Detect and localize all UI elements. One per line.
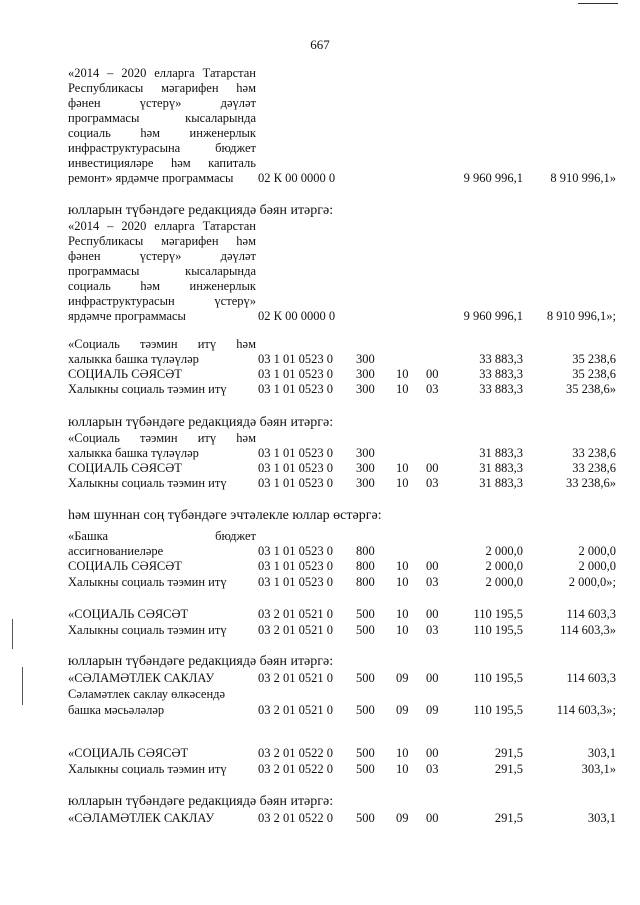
row-label: Халыкны социаль тәэмин итү bbox=[68, 762, 227, 776]
text-line: ремонт» ярдәмче программасы bbox=[68, 171, 234, 185]
text-line: «Башка бюджет bbox=[68, 529, 256, 543]
budget-code: 03 1 01 0523 0 bbox=[258, 544, 333, 558]
text-line: «Социаль тәэмин итү һәм bbox=[68, 337, 256, 351]
amount-year-1: 31 883,3 bbox=[479, 446, 523, 460]
amount-year-2: 33 238,6» bbox=[566, 476, 616, 490]
text-line: программасы кысаларында bbox=[68, 111, 256, 125]
instruction-heading: юлларын түбәндәге редакциядә бәян итәргә: bbox=[68, 654, 334, 669]
amount-year-2: 35 238,6» bbox=[566, 382, 616, 396]
amount-year-2: 33 238,6 bbox=[572, 461, 616, 475]
amount-year-2: 2 000,0»; bbox=[568, 575, 616, 589]
amount-year-1: 31 883,3 bbox=[479, 461, 523, 475]
amount-year-2: 303,1 bbox=[587, 811, 616, 825]
text-line: «2014 – 2020 елларга Татарстан bbox=[68, 66, 256, 80]
amount-year-1: 33 883,3 bbox=[479, 352, 523, 366]
top-edge-rule bbox=[578, 3, 618, 4]
row-label: халыкка башка түләүләр bbox=[68, 446, 199, 460]
row-label: СОЦИАЛЬ СӘЯСӘТ bbox=[68, 461, 182, 475]
table-row-label bbox=[68, 529, 256, 544]
section-code: 10 bbox=[396, 575, 409, 589]
subsection-code: 00 bbox=[426, 559, 439, 573]
expense-type: 500 bbox=[356, 762, 375, 776]
expense-type: 800 bbox=[356, 575, 375, 589]
text-line: инфраструктурасын үстерү» bbox=[68, 294, 256, 308]
amount-year-1: 9 960 996,1 bbox=[463, 171, 523, 185]
row-label: Халыкны социаль тәэмин итү bbox=[68, 623, 227, 637]
amount-year-2: 8 910 996,1» bbox=[550, 171, 616, 185]
instruction-heading: юлларын түбәндәге редакциядә бәян итәргә: bbox=[68, 794, 334, 809]
instruction-heading: юлларын түбәндәге редакциядә бәян итәргә: bbox=[68, 415, 334, 430]
amount-year-1: 291,5 bbox=[494, 746, 523, 760]
subsection-code: 00 bbox=[426, 367, 439, 381]
expense-type: 500 bbox=[356, 623, 375, 637]
amount-year-2: 114 603,3 bbox=[566, 607, 616, 621]
subsection-code: 03 bbox=[426, 762, 439, 776]
section-code: 10 bbox=[396, 746, 409, 760]
row-label: «СОЦИАЛЬ СӘЯСӘТ bbox=[68, 607, 189, 621]
text-line: «Социаль тәэмин итү һәм bbox=[68, 431, 256, 445]
amount-year-1: 291,5 bbox=[494, 762, 523, 776]
budget-code: 02 К 00 0000 0 bbox=[258, 309, 336, 323]
text-line: «2014 – 2020 елларга Татарстан bbox=[68, 219, 256, 233]
amount-year-2: 303,1» bbox=[581, 762, 616, 776]
amount-year-2: 303,1 bbox=[587, 746, 616, 760]
subsection-code: 00 bbox=[426, 811, 439, 825]
text-line: Республикасы мәгарифен һәм bbox=[68, 234, 256, 248]
section-code: 10 bbox=[396, 559, 409, 573]
amount-year-1: 2 000,0 bbox=[485, 575, 523, 589]
amount-year-2: 8 910 996,1»; bbox=[546, 309, 616, 323]
text-line: фәнен үстерү» дәүләт bbox=[68, 249, 256, 263]
section-code: 09 bbox=[396, 703, 409, 717]
expense-type: 300 bbox=[356, 446, 375, 460]
row-label: Халыкны социаль тәэмин итү bbox=[68, 476, 227, 490]
subsection-code: 00 bbox=[426, 461, 439, 475]
row-label: ассигнованиеләре bbox=[68, 544, 164, 558]
amount-year-1: 110 195,5 bbox=[473, 623, 523, 637]
program-description-new bbox=[68, 219, 256, 324]
budget-code: 03 1 01 0523 0 bbox=[258, 446, 333, 460]
text-line: социаль һәм инженерлык bbox=[68, 279, 256, 293]
budget-code: 03 2 01 0522 0 bbox=[258, 762, 333, 776]
budget-code: 03 2 01 0521 0 bbox=[258, 703, 333, 717]
amount-year-1: 33 883,3 bbox=[479, 367, 523, 381]
section-code: 09 bbox=[396, 671, 409, 685]
expense-type: 500 bbox=[356, 811, 375, 825]
amount-year-2: 2 000,0 bbox=[578, 559, 616, 573]
expense-type: 500 bbox=[356, 607, 375, 621]
budget-code: 03 1 01 0523 0 bbox=[258, 575, 333, 589]
amount-year-1: 110 195,5 bbox=[473, 607, 523, 621]
subsection-code: 00 bbox=[426, 607, 439, 621]
amount-year-2: 35 238,6 bbox=[572, 352, 616, 366]
subsection-code: 03 bbox=[426, 476, 439, 490]
amount-year-1: 2 000,0 bbox=[485, 559, 523, 573]
subsection-code: 03 bbox=[426, 623, 439, 637]
amount-year-2: 33 238,6 bbox=[572, 446, 616, 460]
row-label: халыкка башка түләүләр bbox=[68, 352, 199, 366]
expense-type: 500 bbox=[356, 671, 375, 685]
amount-year-1: 9 960 996,1 bbox=[463, 309, 523, 323]
budget-code: 03 2 01 0521 0 bbox=[258, 607, 333, 621]
section-code: 10 bbox=[396, 623, 409, 637]
subsection-code: 09 bbox=[426, 703, 439, 717]
instruction-heading: һәм шуннан соң түбәндәге эчтәлекле юллар өстәргә: bbox=[68, 508, 382, 523]
table-row-label bbox=[68, 431, 256, 446]
amount-year-2: 114 603,3»; bbox=[556, 703, 616, 717]
row-label: «СОЦИАЛЬ СӘЯСӘТ bbox=[68, 746, 189, 760]
section-code: 09 bbox=[396, 811, 409, 825]
amount-year-1: 110 195,5 bbox=[473, 671, 523, 685]
section-code: 10 bbox=[396, 382, 409, 396]
amount-year-2: 35 238,6 bbox=[572, 367, 616, 381]
budget-code: 03 2 01 0521 0 bbox=[258, 623, 333, 637]
program-description-old bbox=[68, 66, 256, 186]
row-label: Сәламәтлек саклау өлкәсендә bbox=[68, 687, 226, 701]
section-code: 10 bbox=[396, 476, 409, 490]
text-line: ярдәмче программасы bbox=[68, 309, 186, 323]
subsection-code: 03 bbox=[426, 575, 439, 589]
row-label: СОЦИАЛЬ СӘЯСӘТ bbox=[68, 367, 182, 381]
section-code: 10 bbox=[396, 762, 409, 776]
budget-code: 03 1 01 0523 0 bbox=[258, 352, 333, 366]
expense-type: 800 bbox=[356, 559, 375, 573]
text-line: социаль һәм инженерлык bbox=[68, 126, 256, 140]
row-label: башка мәсьәләләр bbox=[68, 703, 165, 717]
text-line: Республикасы мәгарифен һәм bbox=[68, 81, 256, 95]
amount-year-2: 114 603,3 bbox=[566, 671, 616, 685]
row-label: «СӘЛАМӘТЛЕК САКЛАУ bbox=[68, 671, 215, 685]
expense-type: 300 bbox=[356, 367, 375, 381]
expense-type: 300 bbox=[356, 352, 375, 366]
row-label: «СӘЛАМӘТЛЕК САКЛАУ bbox=[68, 811, 215, 825]
amount-year-1: 33 883,3 bbox=[479, 382, 523, 396]
amount-year-2: 2 000,0 bbox=[578, 544, 616, 558]
text-line: инфраструктурасына бюджет bbox=[68, 141, 256, 155]
amount-year-1: 31 883,3 bbox=[479, 476, 523, 490]
budget-code: 03 1 01 0523 0 bbox=[258, 382, 333, 396]
expense-type: 300 bbox=[356, 476, 375, 490]
margin-mark bbox=[12, 619, 13, 649]
amount-year-1: 110 195,5 bbox=[473, 703, 523, 717]
section-code: 10 bbox=[396, 607, 409, 621]
expense-type: 800 bbox=[356, 544, 375, 558]
subsection-code: 00 bbox=[426, 671, 439, 685]
expense-type: 300 bbox=[356, 461, 375, 475]
budget-code: 03 1 01 0523 0 bbox=[258, 461, 333, 475]
budget-code: 02 К 00 0000 0 bbox=[258, 171, 336, 185]
budget-code: 03 1 01 0523 0 bbox=[258, 476, 333, 490]
amount-year-1: 291,5 bbox=[494, 811, 523, 825]
section-code: 10 bbox=[396, 367, 409, 381]
budget-code: 03 1 01 0523 0 bbox=[258, 367, 333, 381]
subsection-code: 03 bbox=[426, 382, 439, 396]
text-line: программасы кысаларында bbox=[68, 264, 256, 278]
row-label: СОЦИАЛЬ СӘЯСӘТ bbox=[68, 559, 182, 573]
expense-type: 300 bbox=[356, 382, 375, 396]
budget-code: 03 1 01 0523 0 bbox=[258, 559, 333, 573]
text-line: инвестицияләре һәм капиталь bbox=[68, 156, 256, 170]
budget-code: 03 2 01 0521 0 bbox=[258, 671, 333, 685]
table-row-label bbox=[68, 337, 256, 352]
budget-code: 03 2 01 0522 0 bbox=[258, 811, 333, 825]
subsection-code: 00 bbox=[426, 746, 439, 760]
row-label: Халыкны социаль тәэмин итү bbox=[68, 382, 227, 396]
amount-year-2: 114 603,3» bbox=[560, 623, 616, 637]
row-label: Халыкны социаль тәэмин итү bbox=[68, 575, 227, 589]
section-code: 10 bbox=[396, 461, 409, 475]
instruction-heading: юлларын түбәндәге редакциядә бәян итәргә: bbox=[68, 203, 334, 218]
expense-type: 500 bbox=[356, 703, 375, 717]
text-line: фәнен үстерү» дәүләт bbox=[68, 96, 256, 110]
expense-type: 500 bbox=[356, 746, 375, 760]
budget-code: 03 2 01 0522 0 bbox=[258, 746, 333, 760]
amount-year-1: 2 000,0 bbox=[485, 544, 523, 558]
page-number: 667 bbox=[310, 37, 330, 52]
margin-mark bbox=[22, 667, 23, 705]
